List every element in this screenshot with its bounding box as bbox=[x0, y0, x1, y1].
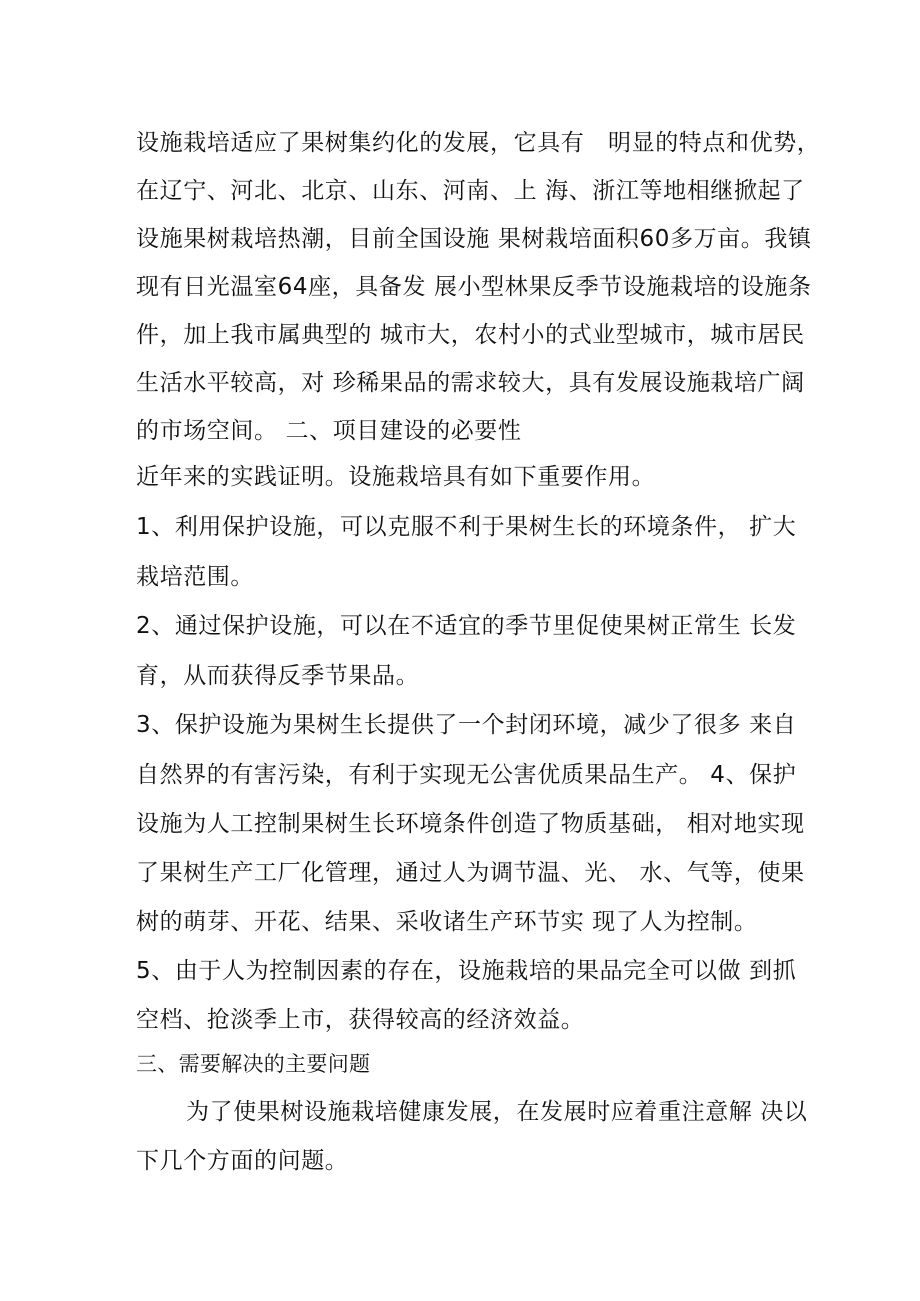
paragraph-line: 现有日光温室64座，具备发 展小型林果反季节设施栽培的设施条 bbox=[136, 274, 812, 300]
paragraph-line: 近年来的实践证明。设施栽培具有如下重要作用。 bbox=[136, 464, 656, 490]
list-item-4-line: 设施为人工控制果树生长环境条件创造了物质基础， 相对地实现 bbox=[136, 811, 805, 837]
paragraph-line: 生活水平较高，对 珍稀果品的需求较大，具有发展设施栽培广阔 bbox=[136, 370, 805, 396]
section-heading-3: 三、需要解决的主要问题 bbox=[136, 1052, 371, 1076]
list-item-2-line: 育，从而获得反季节果品。 bbox=[136, 663, 420, 689]
paragraph-line: 设施栽培适应了果树集约化的发展，它具有 明显的特点和优势， bbox=[136, 130, 821, 156]
list-item-2-line: 2、通过保护设施，可以在不适宜的季节里促使果树正常生 长发 bbox=[136, 613, 797, 639]
paragraph-line: 为了使果树设施栽培健康发展，在发展时应着重注意解 决以 bbox=[186, 1099, 808, 1125]
section-heading-line: 的市场空间。 二、项目建设的必要性 bbox=[136, 418, 522, 444]
list-item-1-line: 1、利用保护设施，可以克服不利于果树生长的环境条件， 扩大 bbox=[136, 514, 797, 540]
list-item-5-line: 空档、抢淡季上市，获得较高的经济效益。 bbox=[136, 1007, 585, 1033]
paragraph-line: 在辽宁、河北、北京、山东、河南、上 海、浙江等地相继掀起了 bbox=[136, 178, 805, 204]
paragraph-line: 件，加上我市属典型的 城市大，农村小的式业型城市，城市居民 bbox=[136, 322, 805, 348]
list-item-3-line: 3、保护设施为果树生长提供了一个封闭环境，减少了很多 来自 bbox=[136, 712, 797, 738]
list-item-1-line: 栽培范围。 bbox=[136, 564, 254, 590]
list-item-4-line: 了果树生产工厂化管理，通过人为调节温、光、 水、气等，使果 bbox=[136, 860, 805, 886]
list-item-3-line: 自然界的有害污染，有利于实现无公害优质果品生产。 4、保护 bbox=[136, 762, 797, 788]
list-item-5-line: 5、由于人为控制因素的存在，设施栽培的果品完全可以做 到抓 bbox=[136, 958, 797, 984]
paragraph-line: 下几个方面的问题。 bbox=[136, 1148, 349, 1174]
paragraph-line: 设施果树栽培热潮，目前全国设施 果树栽培面积60多万亩。我镇 bbox=[136, 226, 812, 252]
list-item-4-line: 树的萌芽、开花、结果、采收诸生产环节实 现了人为控制。 bbox=[136, 909, 758, 935]
